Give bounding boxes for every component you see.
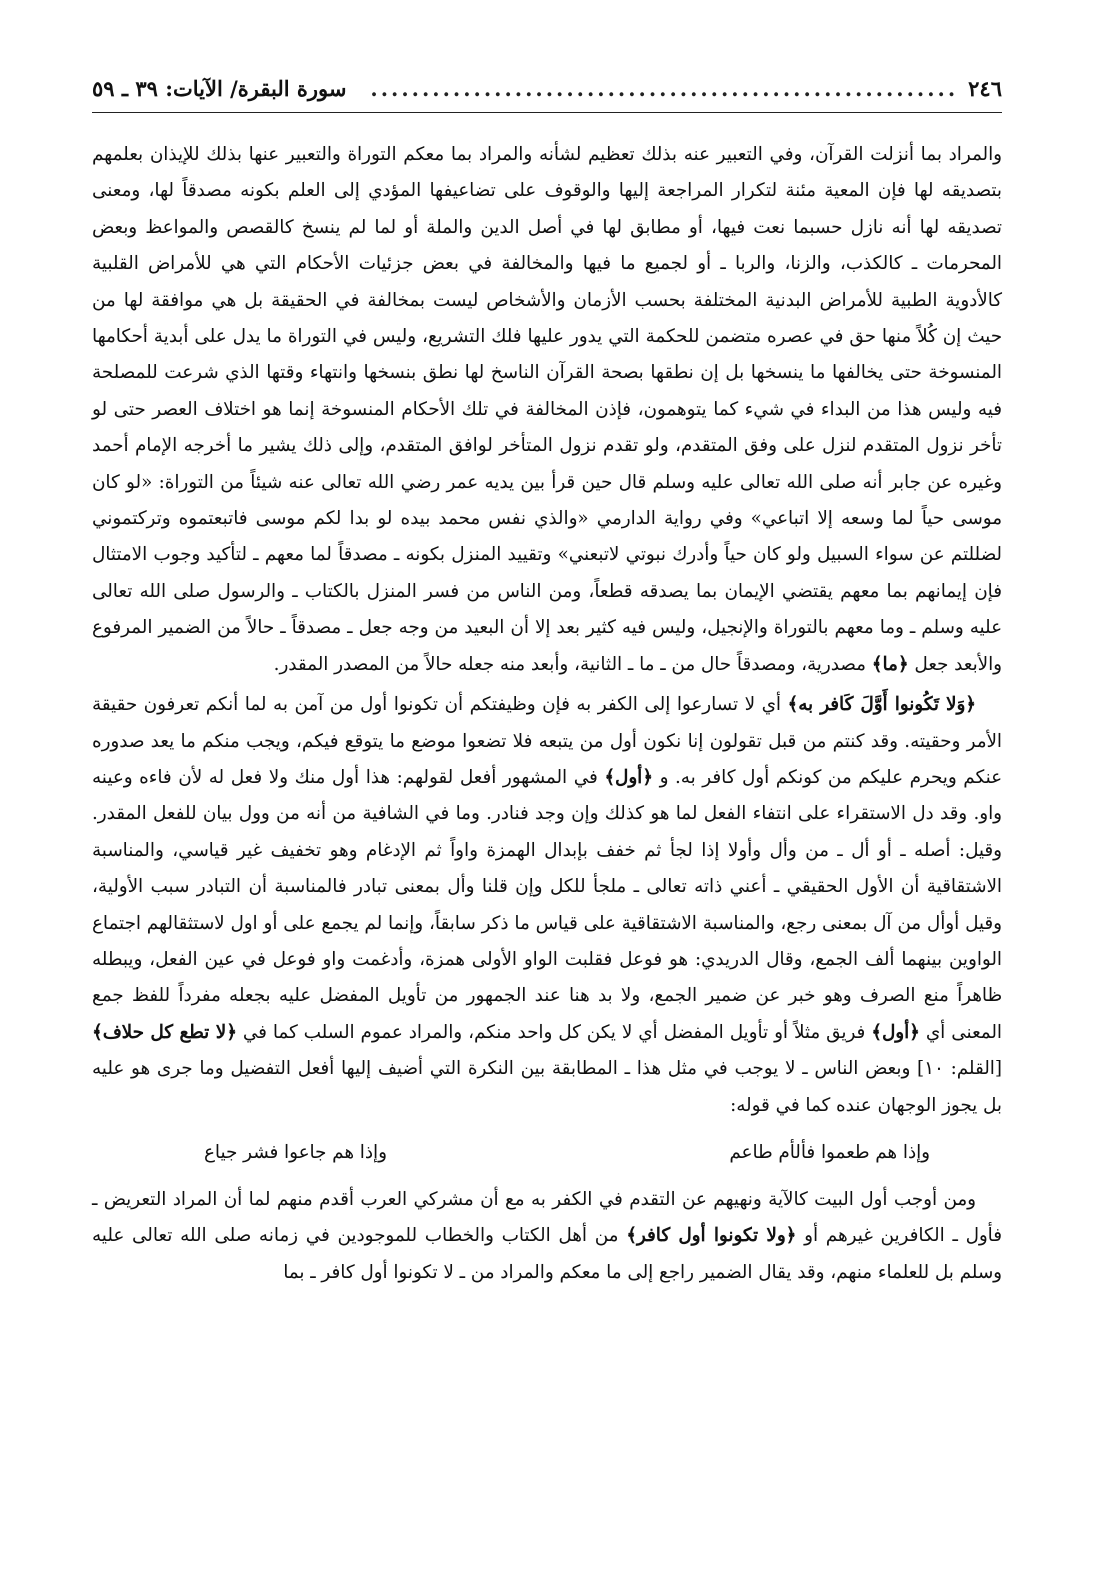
quran-word-ma: ﴿ما﴾ <box>871 653 909 675</box>
paragraph-2-part-c: فريق مثلاً أو تأويل المفضل أي لا يكن كل واحد منكم، والمراد عموم السلب كما في <box>242 1021 866 1043</box>
paragraph-2 <box>92 687 1002 1124</box>
poetry-verse <box>92 1124 1002 1182</box>
quran-verse-wala-takunu-2: ﴿ولا تكونوا أول كافر﴾ <box>626 1225 797 1247</box>
quran-verse-wala-takunu: ﴿وَلا تَكُونوا أَوَّلَ كَافر به﴾ <box>787 694 976 716</box>
paragraph-3-part-a: ومن أوجب أول البيت كالآية ونهيهم عن التقدم في الكفر به مع أن مشركي العرب أقدم منهم لما أن المراد التعريض ـ فأول ـ الكافرين غيرهم أو <box>92 1188 1002 1247</box>
quran-word-awwal-2: ﴿أول﴾ <box>871 1021 920 1043</box>
paragraph-1-tail: مصدرية، ومصدقاً حال من ـ ما ـ الثانية، وأبعد منه جعله حالاً من المصدر المقدر. <box>273 653 866 675</box>
leader-dots: ......................................................... <box>370 76 959 101</box>
paragraph-3 <box>92 1182 1002 1291</box>
quran-word-awwal: ﴿أول﴾ <box>604 766 653 788</box>
running-head <box>92 72 1002 113</box>
page-number: ٢٤٦ <box>968 76 1002 101</box>
paragraph-1 <box>92 137 1002 683</box>
paragraph-2-part-d: [القلم: ١٠] وبعض الناس ـ لا يوجب في مثل هذا ـ المطابقة بين النكرة التي أضيف إليها أفعل التفضيل وما جرى هو عليه بل يجوز الوجهان عنده كما في قوله: <box>92 1058 1002 1116</box>
quran-verse-qalam: ﴿لا تطع كل حلاف﴾ <box>92 1021 237 1043</box>
paragraph-1-text: والمراد بما أنزلت القرآن، وفي التعبير عنه بذلك تعظيم لشأنه والمراد بما معكم التوراة والتعبير عنها بذلك للإيذان بعلمهم بتصديقه لها فإن المعية مئنة لتكرار المراجعة إليها والوقوف على تضاعيفها المؤدي إلى العلم بكونه مصدقاً لها، ومعنى تصديقه لها أنه نازل حسبما نعت فيها، أو مطابق لها في أصل الدين والملة أو لما لم ينسخ كالقصص والمواعظ وبعض المحرمات ـ كالكذب، والزنا، والربا ـ أو لجميع ما فيها والمخالفة في بعض جزئيات الأحكام التي هي للأمراض القلبية كالأدوية الطبية للأمراض البدنية المختلفة بحسب الأزمان والأشخاص ليست بمخالفة في الحقيقة بل هي موافقة لها من حيث إن كُلاً منها حق في عصره متضمن للحكمة التي يدور عليها فلك التشريع، وليس في التوراة ما يدل على أبدية أحكامها المنسوخة حتى يخالفها ما ينسخها بل إن نطقها بصحة القرآن الناسخ لها نطق بنسخها وانتهاء وقتها الذي شرعت للمصلحة فيه وليس هذا من البداء في شيء كما يتوهمون، فإذن المخالفة في تلك الأحكام المنسوخة إنما هو اختلاف العصر حتى لو تأخر نزول المتقدم لنزل على وفق المتقدم، ولو تقدم نزول المتأخر لوافق المتقدم، وإلى ذلك يشير ما أخرجه الإمام أحمد وغيره عن جابر أنه صلى الله تعالى عليه وسلم قال حين قرأ بين يديه عمر رضي الله تعالى عنه شيئاً من التوراة: «لو كان موسى حياً لما وسعه إلا اتباعي» وفي رواية الدارمي «والذي نفس محمد بيده لو بدا لكم موسى فاتبعتموه وتركتموني لضللتم عن سواء السبيل ولو كان حياً وأدرك نبوتي لاتبعني» وتقييد المنزل بكونه ـ مصدقاً لما معهم ـ لتأكيد وجوب الامتثال فإن إيمانهم بما معهم يقتضي الإيمان بما يصدقه قطعاً، ومن الناس من فسر المنزل بالكتاب ـ والرسول صلى الله تعالى عليه وسلم ـ وما معهم بالتوراة والإنجيل، وليس فيه كثير بعد إلا أن البعيد من وجه جعل ـ مصدقاً ـ حالاً من الضمير المرفوع والأبعد جعل <box>92 144 1002 675</box>
poetry-hemistich-2: وإذا هم جاعوا فشر جياع <box>204 1141 387 1163</box>
paragraph-2-part-a: أي لا تسارعوا إلى الكفر به فإن وظيفتكم أن تكونوا أول من آمن به لما أنكم تعرفون حقيقة الأمر وحقيته. وقد كنتم من قبل تقولون إنا نكون أول من يتبعه فلا تضعوا موضع ما يتوقع فيكم، ويجب منكم ما يعد صدوره عنكم ويحرم عليكم من كونكم أول كافر به. و <box>92 694 1002 788</box>
paragraph-2-part-b: في المشهور أفعل لقولهم: هذا أول منك ولا فعل له لأن فاءه وعينه واو. وقد دل الاستقراء على انتفاء الفعل لما هو كذلك وإن وجد فنادر. وما في الشافية من أنه من وول بيان للفعل المقدر. وقيل: أصله ـ أو أل ـ من وأل وأولا إذا لجأ ثم خفف بإبدال الهمزة واواً ثم الإدغام وهو تخفيف غير قياسي، والمناسبة الاشتقاقية أن الأول الحقيقي ـ أعني ذاته تعالى ـ ملجأ للكل وإن قلنا وأل بمعنى تبادر فالمناسبة أن التبادر سبب الأولية، وقيل أوأل من آل بمعنى رجع، والمناسبة الاشتقاقية على قياس ما ذكر سابقاً، وإنما لم يجمع على أو اول لاستثقالهم اجتماع الواوين بينهما ألف الجمع، وقال الدريدي: هو فوعل فقلبت الواو الأولى همزة، وأدغمت واو فوعل في عين الفعل، ويبطله ظاهراً منع الصرف وهو خبر عن ضمير الجمع، ولا بد هنا عند الجمهور من تأويل المفضل عليه بجعله مفرداً للفظ جمع المعنى أي <box>92 766 1003 1043</box>
poetry-hemistich-1: وإذا هم طعموا فألأم طاعم <box>729 1141 930 1163</box>
surah-title: سورة البقرة/ الآيات: ٣٩ ـ ٥٩ <box>92 76 347 101</box>
paragraph-3-part-b: من أهل الكتاب والخطاب للموجودين في زمانه صلى الله تعالى عليه وسلم بل للعلماء منهم، وقد يقال الضمير راجع إلى ما معكم والمراد من ـ لا تكونوا أول كافر ـ بما <box>92 1225 1002 1283</box>
